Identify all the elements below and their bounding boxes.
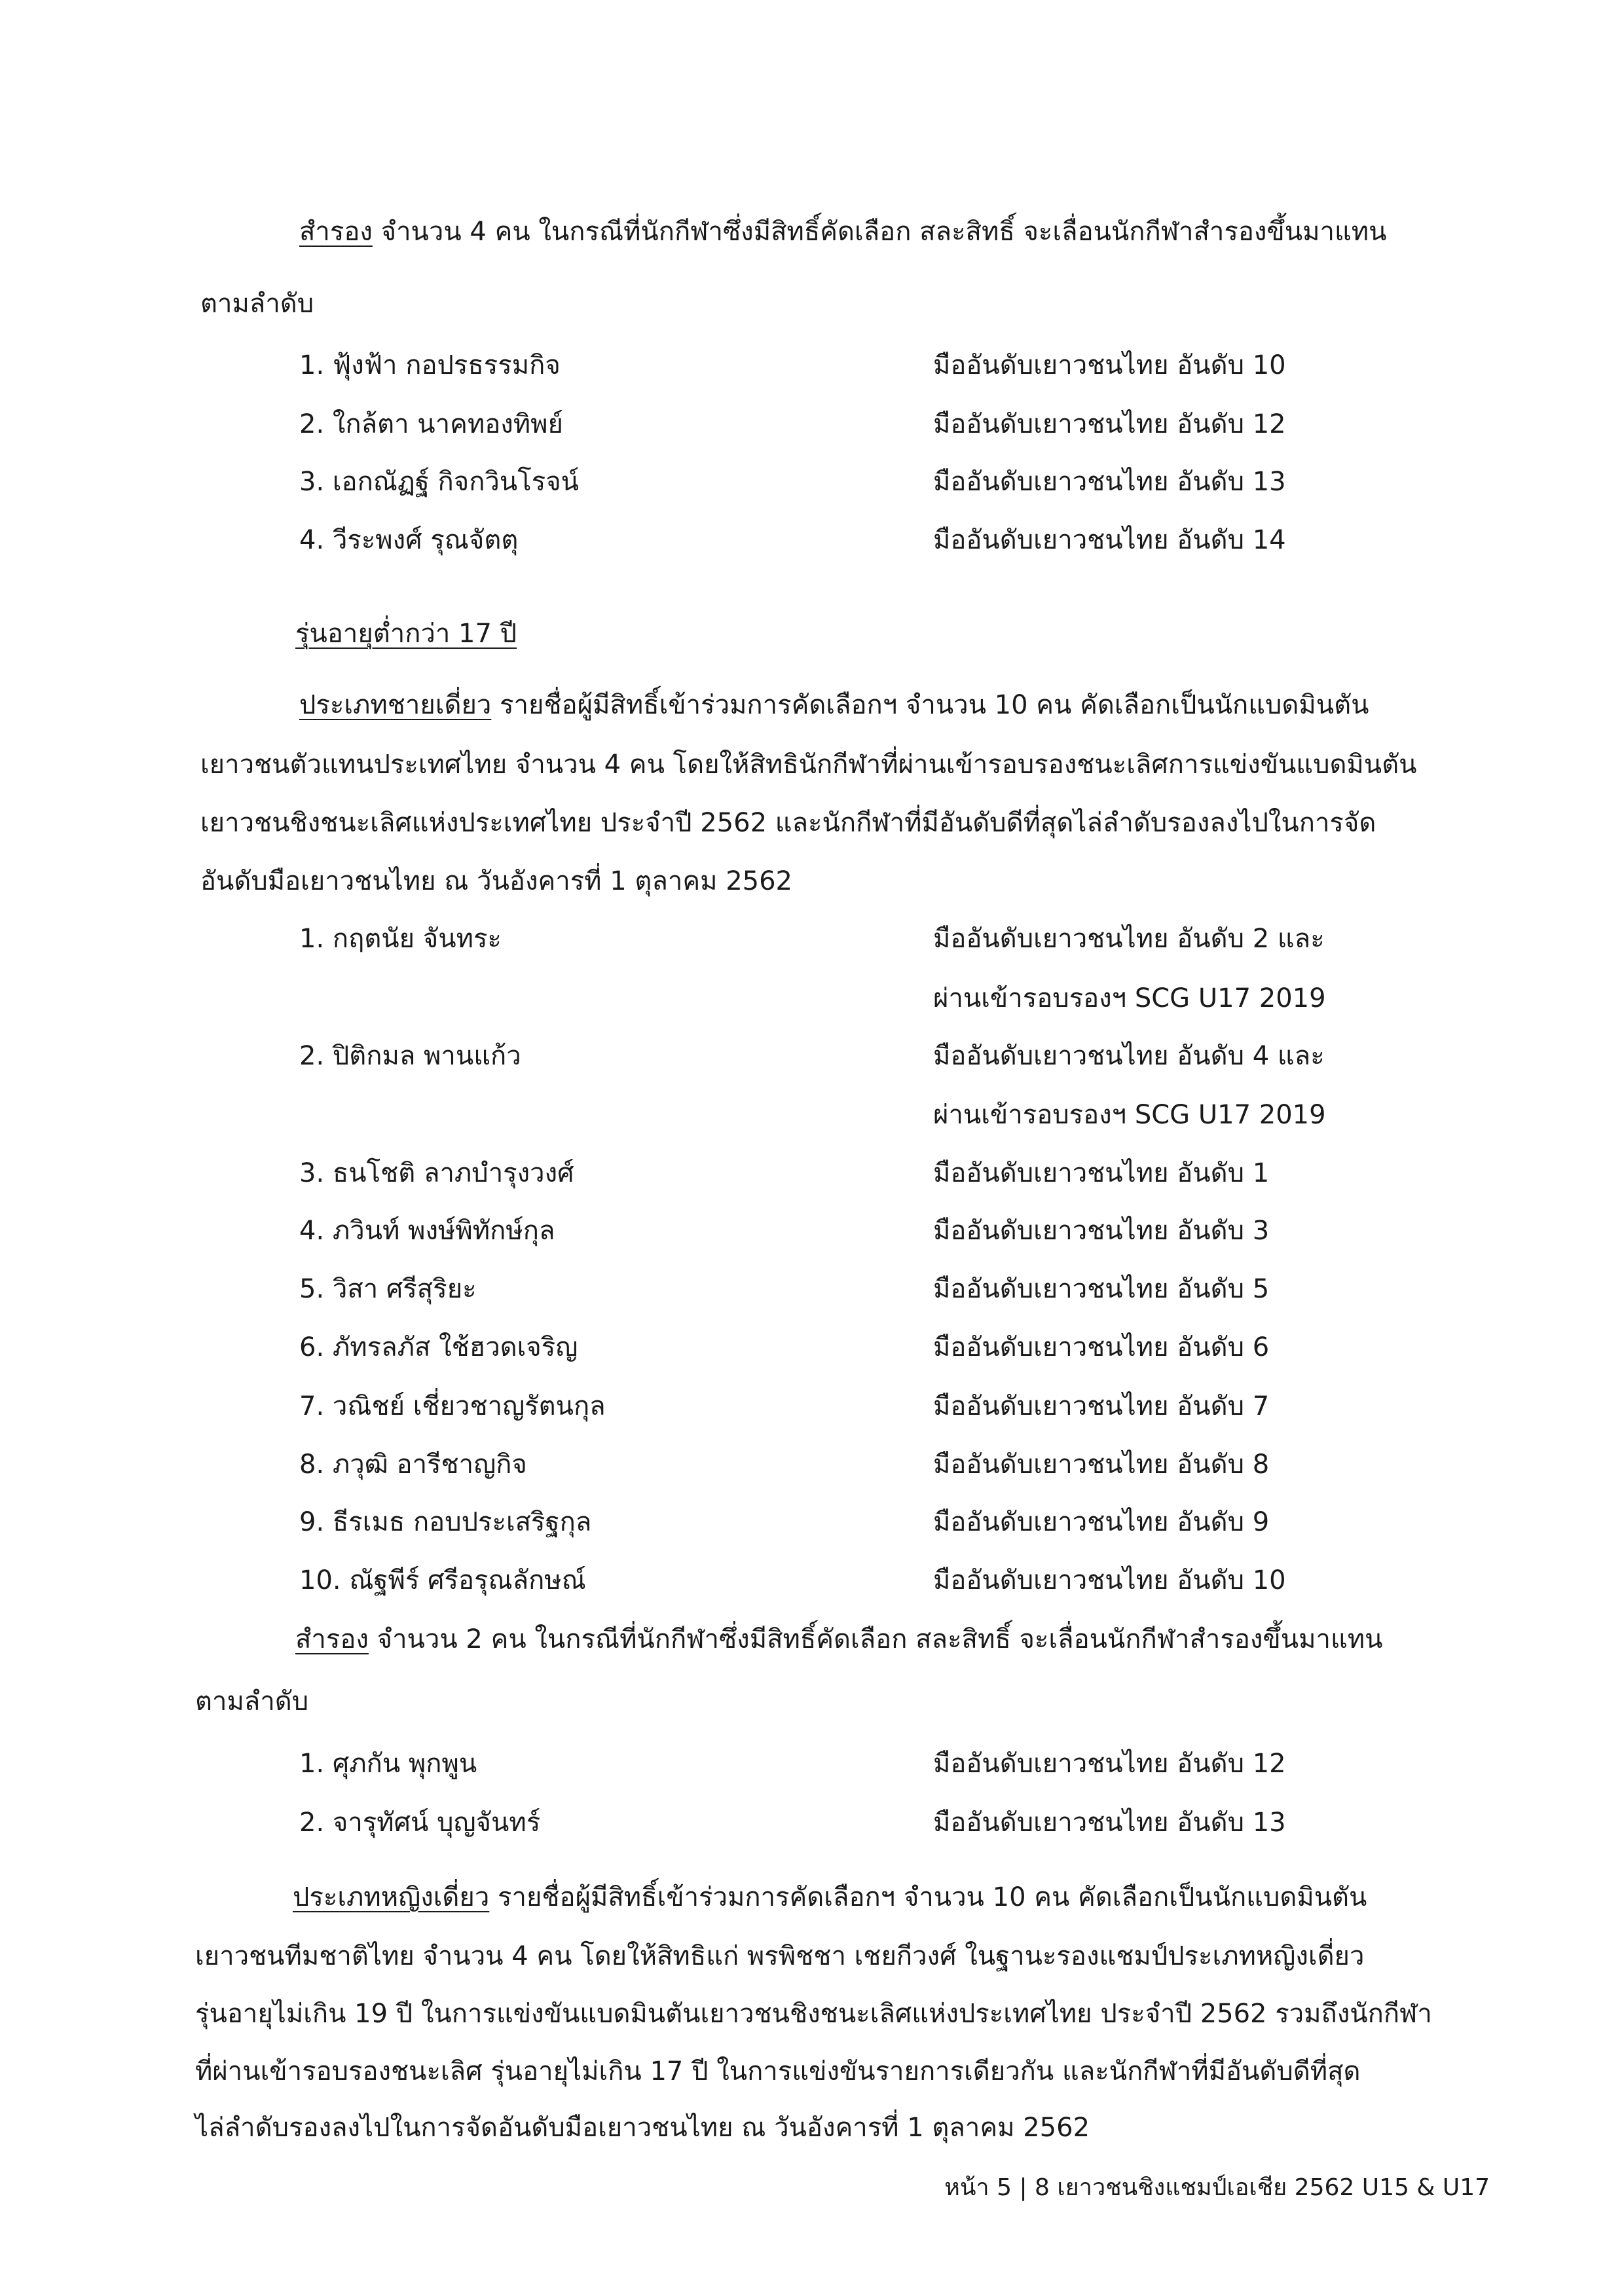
boys-name: 6. ภัทรลภัส ใช้ฮวดเจริญ [299, 1332, 578, 1362]
reserve2-line [295, 1621, 1382, 1658]
reserve1-cont: ตามลำดับ [200, 289, 314, 319]
girls-line-2: เยาวชนทีมชาติไทย จำนวน 4 คน โดยให้สิทธิแก่ พรพิชชา เชยกีวงศ์ ในฐานะรองแชมป์ประเภทหญิงเดี่ยว [195, 1941, 1365, 1971]
reserve1-name: 2. ใกล้ตา นาคทองทิพย์ [299, 409, 563, 439]
girls-line-5: ไล่ลำดับรองลงไปในการจัดอันดับมือเยาวชนไทย ณ วันอังคารที่ 1 ตุลาคม 2562 [195, 2113, 1090, 2143]
reserve2-name: 1. ศุภกัน พุกพูน [299, 1749, 477, 1779]
boys-name: 8. ภวุฒิ อารีชาญกิจ [299, 1449, 527, 1480]
boys-name: 5. วิสา ศรีสุริยะ [299, 1274, 477, 1304]
reserve1-rank: มืออันดับเยาวชนไทย อันดับ 10 [933, 350, 1286, 380]
boys-rank: มืออันดับเยาวชนไทย อันดับ 3 [933, 1216, 1270, 1246]
boys-line-3: เยาวชนชิงชนะเลิศแห่งประเทศไทย ประจำปี 2562 และนักกีฬาที่มีอันดับดีที่สุดไล่ลำดับรองลงไปในการจัด [200, 808, 1376, 838]
reserve1-rank: มืออันดับเยาวชนไทย อันดับ 12 [933, 409, 1286, 439]
reserve1-label: สำรอง [299, 217, 373, 247]
reserve2-text: จำนวน 2 คน ในกรณีที่นักกีฬาซึ่งมีสิทธิ์คัดเลือก สละสิทธิ์ จะเลื่อนนักกีฬาสำรองขึ้นมาแทน [368, 1624, 1383, 1654]
boys-name: 3. ธนโชติ ลาภบำรุงวงศ์ [299, 1158, 574, 1188]
girls-line-3: รุ่นอายุไม่เกิน 19 ปี ในการแข่งขันแบดมินตันเยาวชนชิงชนะเลิศแห่งประเทศไทย ประจำปี 2562 รวมถึงนักกีฬา [195, 1999, 1432, 2029]
reserve1-rank: มืออันดับเยาวชนไทย อันดับ 13 [933, 467, 1286, 497]
reserve1-text: จำนวน 4 คน ในกรณีที่นักกีฬาซึ่งมีสิทธิ์คัดเลือก สละสิทธิ์ จะเลื่อนนักกีฬาสำรองขึ้นมาแทน [372, 217, 1387, 247]
boys-rank: มืออันดับเยาวชนไทย อันดับ 8 [933, 1449, 1270, 1480]
boys-line-4: อันดับมือเยาวชนไทย ณ วันอังคารที่ 1 ตุลาคม 2562 [200, 866, 793, 896]
boys-rank: มืออันดับเยาวชนไทย อันดับ 9 [933, 1507, 1270, 1537]
boys-rank: มืออันดับเยาวชนไทย อันดับ 2 และ [933, 924, 1325, 954]
girls-line-1 [293, 1879, 1367, 1916]
reserve1-rank: มืออันดับเยาวชนไทย อันดับ 14 [933, 525, 1286, 555]
boys-text-1: รายชื่อผู้มีสิทธิ์เข้าร่วมการคัดเลือกฯ จำนวน 10 คน คัดเลือกเป็นนักแบดมินตัน [491, 690, 1369, 720]
reserve2-rank: มืออันดับเยาวชนไทย อันดับ 13 [933, 1808, 1286, 1838]
boys-name: 1. กฤตนัย จันทระ [299, 924, 502, 954]
reserve1-line [299, 213, 1386, 250]
boys-name: 10. ณัฐพีร์ ศรีอรุณลักษณ์ [299, 1565, 586, 1595]
reserve2-label: สำรอง [295, 1624, 369, 1654]
section-heading-u17: รุ่นอายุต่ำกว่า 17 ปี [295, 619, 517, 649]
reserve2-name: 2. จารุทัศน์ บุญจันทร์ [299, 1808, 541, 1838]
reserve1-name: 4. วีระพงศ์ รุณจัตตุ [299, 525, 519, 555]
boys-rank-note: ผ่านเข้ารอบรองฯ SCG U17 2019 [933, 1100, 1326, 1130]
boys-rank: มืออันดับเยาวชนไทย อันดับ 4 และ [933, 1041, 1325, 1071]
boys-line-1 [299, 687, 1369, 723]
girls-text-1: รายชื่อผู้มีสิทธิ์เข้าร่วมการคัดเลือกฯ จำนวน 10 คน คัดเลือกเป็นนักแบดมินตัน [489, 1882, 1367, 1912]
page-footer: หน้า 5 | 8 เยาวชนชิงแชมป์เอเชีย 2562 U15 & U17 [944, 2174, 1490, 2201]
boys-label: ประเภทชายเดี่ยว [299, 690, 492, 720]
girls-line-4: ที่ผ่านเข้ารอบรองชนะเลิศ รุ่นอายุไม่เกิน 17 ปี ในการแข่งขันรายการเดียวกัน และนักกีฬาที่มีอันดับดีที่สุด [195, 2056, 1361, 2086]
boys-name: 2. ปิติกมล พานแก้ว [299, 1041, 521, 1071]
boys-rank-note: ผ่านเข้ารอบรองฯ SCG U17 2019 [933, 983, 1326, 1013]
boys-rank: มืออันดับเยาวชนไทย อันดับ 7 [933, 1391, 1270, 1421]
reserve2-rank: มืออันดับเยาวชนไทย อันดับ 12 [933, 1749, 1286, 1779]
boys-rank: มืออันดับเยาวชนไทย อันดับ 1 [933, 1158, 1270, 1188]
boys-name: 4. ภวินท์ พงษ์พิทักษ์กุล [299, 1216, 555, 1246]
boys-line-2: เยาวชนตัวแทนประเทศไทย จำนวน 4 คน โดยให้สิทธินักกีฬาที่ผ่านเข้ารอบรองชนะเลิศการแข่งขันแบดมินตัน [200, 750, 1417, 780]
boys-rank: มืออันดับเยาวชนไทย อันดับ 6 [933, 1332, 1270, 1362]
boys-name: 7. วณิชย์ เชี่ยวชาญรัตนกุล [299, 1391, 606, 1421]
reserve2-cont: ตามลำดับ [195, 1686, 309, 1717]
reserve1-name: 1. ฟุ้งฟ้า กอปรธรรมกิจ [299, 350, 561, 380]
reserve1-name: 3. เอกณัฏฐ์ กิจกวินโรจน์ [299, 467, 579, 497]
boys-rank: มืออันดับเยาวชนไทย อันดับ 10 [933, 1565, 1286, 1595]
girls-label: ประเภทหญิงเดี่ยว [293, 1882, 490, 1912]
boys-name: 9. ธีรเมธ กอบประเสริฐกุล [299, 1507, 592, 1537]
boys-rank: มืออันดับเยาวชนไทย อันดับ 5 [933, 1274, 1270, 1304]
